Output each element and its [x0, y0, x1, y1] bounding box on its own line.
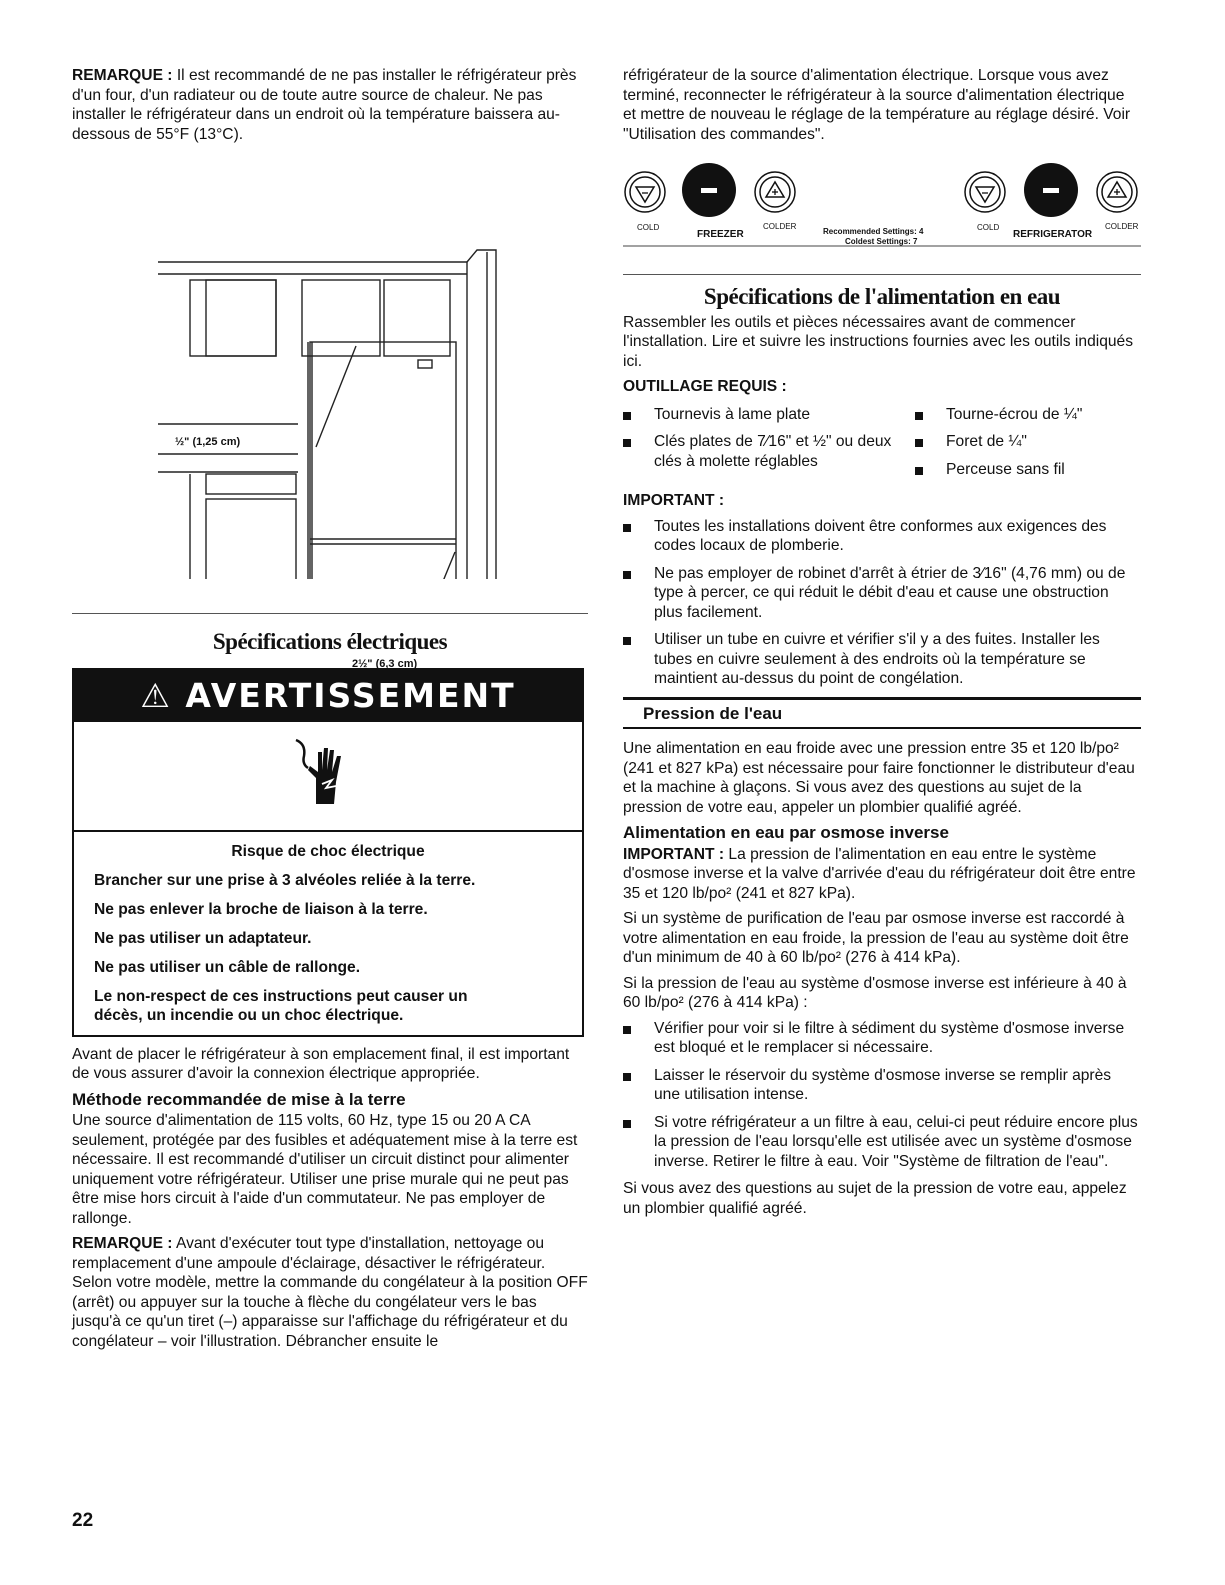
- right-column: [623, 66, 1141, 1224]
- tools-list: [623, 405, 1141, 488]
- warning-icon-area: [74, 722, 582, 832]
- note-label: REMARQUE :: [72, 67, 173, 84]
- colder-label: COLDER: [1105, 222, 1139, 231]
- grounding-heading: Méthode recommandée de mise à la terre: [72, 1089, 406, 1109]
- important-item: Toutes les installations doivent être conformes aux exigences des codes locaux de plomberie.: [623, 517, 1141, 556]
- ro-item: Vérifier pour voir si le filtre à sédiment du système d'osmose inverse est bloqué et le remplacer si nécessaire.: [623, 1019, 1141, 1058]
- tool-item: Foret de ¼": [915, 432, 1135, 452]
- important-list: [623, 517, 1141, 689]
- warning-body: [74, 832, 582, 1035]
- note-text: Avant d'exécuter tout type d'installation, nettoyage ou remplacement d'une ampoule d'éclairage, désactiver le réfrigérateur. Selon votre modèle, mettre la commande du congélateur à la position OFF (arrêt) ou appuyer sur la touche à flèche du congélateur vers le bas jusqu'à ce qu'un tiret (–) apparaisse sur l'affichage du réfrigérateur et du congélateur – voir l'illustration. Débrancher ensuite le: [72, 1235, 588, 1350]
- electric-shock-hand-icon: [294, 734, 354, 806]
- water-intro: Rassembler les outils et pièces nécessaires avant de commencer l'installation. Lire et suivre les instructions fournies avec les outils indiqués ici.: [623, 313, 1134, 370]
- pressure-text: Une alimentation en eau froide avec une pression entre 35 et 120 lb/po² (241 et 827 kPa) est nécessaire pour faire fonctionner le distributeur d'eau et la machine à glaçons. Si vous avez des questions au sujet de la pression de votre eau, appeler un plombier qualifié agréé.: [623, 740, 1135, 816]
- ro-list: [623, 1019, 1141, 1172]
- note-disconnect: [72, 1234, 588, 1351]
- grounding-text: Une source d'alimentation de 115 volts, 60 Hz, type 15 ou 20 A CA seulement, protégée par des fusibles et adéquatement mise à la terre est nécessaire. Il est recommandé d'utiliser un circuit distinct pour alimenter uniquement votre réfrigérateur. Utiliser une prise murale qui ne peut pas être mise hors circuit à l'aide d'un commutateur. Ne pas employer de rallonge.: [72, 1112, 578, 1227]
- tool-item: Tournevis à lame plate: [623, 405, 895, 425]
- clearance-top-label: ½" (1,25 cm): [175, 436, 241, 448]
- pressure-heading: Pression de l'eau: [623, 697, 1141, 730]
- refrigerator-label: REFRIGERATOR: [1013, 229, 1093, 240]
- reverse-osmosis-heading: Alimentation en eau par osmose inverse: [623, 823, 949, 842]
- important-item: Ne pas employer de robinet d'arrêt à étrier de 3⁄16" (4,76 mm) ou de type à percer, ce qui réduit le débit d'eau et cause une obstruction plus facilement.: [623, 564, 1141, 623]
- important-item: Utiliser un tube en cuivre et vérifier s'il y a des fuites. Installer les tubes en cuivre seulement à des endroits où la température se maintient au-dessus du point de congélation.: [623, 630, 1141, 689]
- closing-text: Si vous avez des questions au sujet de la pression de votre eau, appelez un plombier qualifié agréé.: [623, 1180, 1127, 1217]
- coldest-settings: Coldest Settings: 7: [845, 237, 918, 246]
- section-divider: [623, 274, 1141, 275]
- cold-label: COLD: [977, 223, 1000, 232]
- important-heading: IMPORTANT :: [623, 492, 725, 509]
- paragraph: Avant de placer le réfrigérateur à son emplacement final, il est important de vous assurer d'avoir la connexion électrique appropriée.: [72, 1045, 570, 1082]
- warning-title: ⚠ AVERTISSEMENT: [74, 670, 582, 722]
- ro-item: Laisser le réservoir du système d'osmose inverse se remplir après une utilisation intense.: [623, 1066, 1141, 1105]
- control-panel-illustration: [623, 150, 1141, 260]
- colder-label: COLDER: [763, 222, 797, 231]
- tool-item: Tourne-écrou de ¼": [915, 405, 1135, 425]
- note-label: REMARQUE :: [72, 1235, 173, 1252]
- electrical-specs-heading: Spécifications électriques: [212, 629, 448, 654]
- note-location: [72, 66, 588, 144]
- note-text: Il est recommandé de ne pas installer le réfrigérateur près d'un four, d'un radiateur ou de toute autre source de chaleur. Ne pas installer le réfrigérateur dans un endroit où la température baissera au-dessous de 55°F (13°C).: [72, 67, 577, 143]
- tool-item: Perceuse sans fil: [915, 460, 1135, 480]
- left-column: [72, 66, 588, 1357]
- important-label: IMPORTANT :: [623, 845, 725, 863]
- cold-label: COLD: [637, 223, 660, 232]
- warning-line: Ne pas utiliser un adaptateur.: [94, 929, 312, 947]
- clearance-bottom-label: 2½" (6,3 cm): [352, 658, 418, 670]
- warning-line: Ne pas utiliser un câble de rallonge.: [94, 958, 361, 976]
- tool-item: Clés plates de 7⁄16" et ½" ou deux clés à molette réglables: [623, 432, 895, 471]
- tools-list-left: [623, 405, 895, 488]
- page-number: 22: [72, 1510, 94, 1531]
- continued-text: réfrigérateur de la source d'alimentation électrique. Lorsque vous avez terminé, reconnecter le réfrigérateur à la source d'alimentation électrique et mettre de nouveau le réglage de la température au réglage désiré. Voir "Utilisation des commandes".: [623, 67, 1131, 143]
- water-specs-heading: Spécifications de l'alimentation en eau: [703, 284, 1061, 309]
- recommended-settings: Recommended Settings: 4: [823, 227, 924, 236]
- warning-line: Ne pas enlever la broche de liaison à la terre.: [94, 900, 428, 918]
- ro-paragraph: Si la pression de l'eau au système d'osmose inverse est inférieure à 40 à 60 lb/po² (276 à 414 kPa) :: [623, 974, 1127, 1011]
- ro-paragraph: Si un système de purification de l'eau par osmose inverse est raccordé à votre alimentation en eau froide, la pression de l'eau au système doit être d'un minimum de 40 à 60 lb/po² (276 à 414 kPa).: [623, 910, 1129, 966]
- tools-list-right: [915, 405, 1135, 488]
- section-divider: [72, 613, 588, 614]
- important-text: La pression de l'alimentation en eau entre le système d'osmose inverse et la valve d'arrivée d'eau du réfrigérateur doit être entre 35 et 120 lb/po² (241 et 827 kPa).: [623, 845, 1136, 902]
- warning-line: Brancher sur une prise à 3 alvéoles reliée à la terre.: [94, 871, 476, 889]
- warning-box: [72, 668, 584, 1037]
- tools-heading: OUTILLAGE REQUIS :: [623, 378, 787, 395]
- ro-item: Si votre réfrigérateur a un filtre à eau, celui-ci peut réduire encore plus la pression de l'eau lorsqu'elle est utilisée avec un système d'osmose inverse. Retirer le filtre à eau. Voir "Système de filtration de l'eau".: [623, 1113, 1141, 1172]
- ro-important: [623, 845, 1141, 904]
- warning-consequence: Le non-respect de ces instructions peut causer un décès, un incendie ou un choc électrique.: [94, 987, 468, 1024]
- warning-risk: Risque de choc électrique: [231, 842, 425, 860]
- freezer-label: FREEZER: [697, 229, 744, 240]
- cabinet-clearance-diagram: [72, 154, 588, 579]
